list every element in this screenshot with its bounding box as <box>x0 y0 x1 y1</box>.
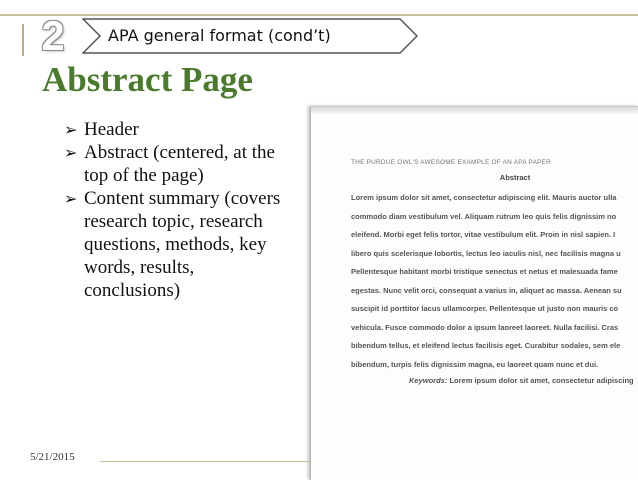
example-body-line: suscipit id porttitor lacus ullamcorper. Pellentesque ut justo non mauris co <box>351 304 619 313</box>
slide-number: 2 <box>41 12 65 59</box>
left-decorative-tick <box>22 24 24 56</box>
list-item <box>64 118 294 141</box>
arrow-bullet-icon: ➢ <box>64 120 78 139</box>
example-abstract-title: Abstract <box>499 173 531 182</box>
arrow-bullet-icon: ➢ <box>64 189 78 208</box>
arrow-bullet-icon: ➢ <box>64 143 78 162</box>
example-running-head: THE PURDUE OWL'S AWESOME EXAMPLE OF AN APA PAPER <box>351 159 551 166</box>
list-item <box>64 187 294 302</box>
section-banner <box>82 18 418 54</box>
example-body-line: commodo diam vestibulum vel. Aliquam rutrum leo quis felis dignissim no <box>351 211 617 221</box>
footer-date: 5/21/2015 <box>30 451 75 463</box>
example-abstract-body <box>351 189 622 374</box>
section-banner-label: APA general format (cond’t) <box>108 26 331 45</box>
list-item <box>64 141 294 187</box>
example-keywords-text: Lorem ipsum dolor sit amet, consectetur adipiscing <box>449 376 634 385</box>
example-body-line: bibendum, turpis felis dignissim magna, eu laoreet quam nunc et dui. <box>351 359 599 369</box>
example-body-line: bibendum tellus, et eleifend lectus facilisis eget. Curabitur sodales, sem ele <box>351 341 621 350</box>
bullet-list <box>64 118 294 302</box>
top-decorative-rule <box>0 14 638 16</box>
example-keywords-label: Keywords: <box>409 376 448 385</box>
example-body-line: vehicula. Fusce commodo dolor a ipsum laoreet laoreet. Nulla facilisi. Cras <box>351 322 619 332</box>
bottom-decorative-rule <box>100 461 310 462</box>
example-body-line: libero quis scelerisque lobortis, lectus leo iaculis nisl, nec facilisis magna u <box>351 248 621 258</box>
example-keywords <box>409 376 634 385</box>
example-document-image <box>310 106 638 480</box>
example-body-line: eleifend. Morbi eget felis tortor, vitae vestibulum elit. Proin in nisl sapien. I <box>351 230 616 239</box>
example-body-line: Pellentesque habitant morbi tristique senectus et netus et malesuada fame <box>351 267 618 276</box>
example-body-line: egestas. Nunc velit orci, consequat a varius in, aliquet ac massa. Aenean su <box>351 285 622 295</box>
bullet-text: Content summary (covers research topic, research questions, methods, key words, results, conclusions) <box>84 188 281 301</box>
page-title: Abstract Page <box>42 60 253 99</box>
bullet-text: Header <box>84 119 139 140</box>
example-body-line: Lorem ipsum dolor sit amet, consectetur adipiscing elit. Mauris auctor ulla <box>351 193 617 202</box>
bullet-text: Abstract (centered, at the top of the page) <box>84 142 275 186</box>
